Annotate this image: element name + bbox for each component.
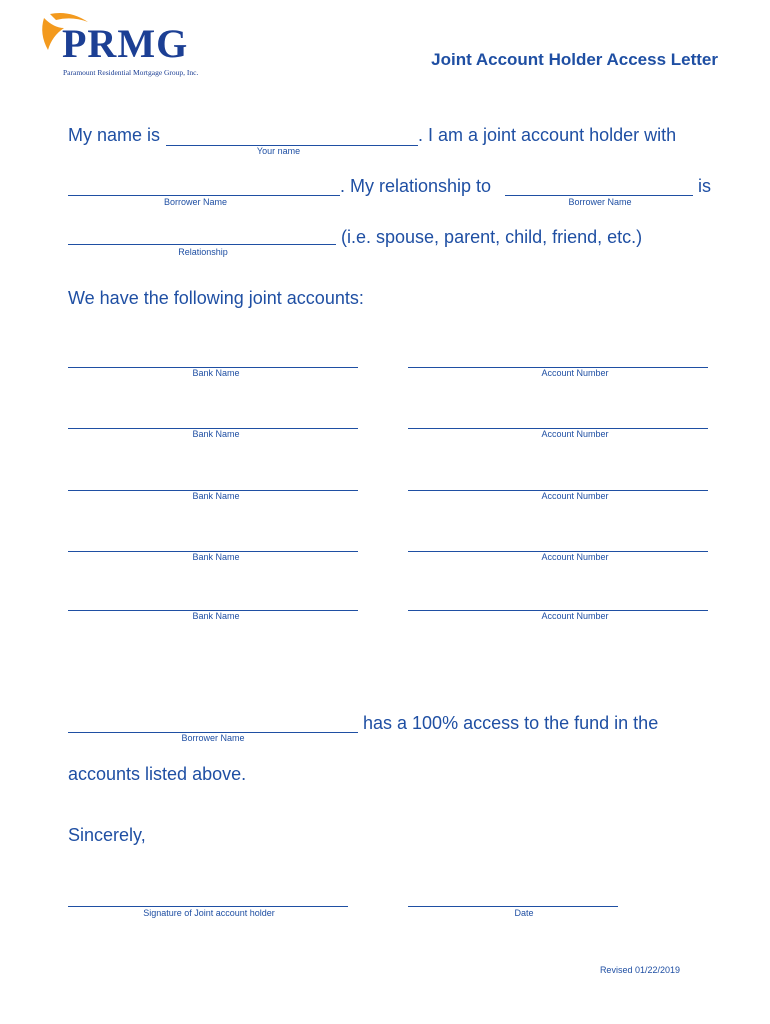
document-title: Joint Account Holder Access Letter	[431, 50, 718, 69]
my-name-is-label: My name is	[68, 125, 161, 145]
date-field[interactable]	[408, 906, 618, 907]
account-number-caption: Account Number	[541, 491, 609, 501]
signature-field[interactable]	[68, 906, 348, 907]
my-relationship-text: . My relationship to	[340, 176, 492, 196]
access-text-2: accounts listed above.	[68, 764, 247, 784]
account-number-caption: Account Number	[541, 552, 609, 562]
logo-subtitle: Paramount Residential Mortgage Group, Inc.	[63, 68, 199, 77]
prmg-logo	[36, 10, 211, 80]
borrower-name-field-1[interactable]	[68, 195, 340, 196]
relationship-examples: (i.e. spouse, parent, child, friend, etc.)	[341, 227, 643, 247]
bank-name-caption: Bank Name	[192, 552, 240, 562]
sincerely-text: Sincerely,	[68, 825, 146, 845]
date-caption: Date	[514, 908, 534, 918]
logo-wordmark: PRMG	[62, 21, 189, 66]
bank-name-caption: Bank Name	[192, 491, 240, 501]
signature-caption: Signature of Joint account holder	[143, 908, 275, 918]
bank-name-caption: Bank Name	[192, 368, 240, 378]
relationship-field[interactable]	[68, 244, 336, 245]
revised-date: Revised 01/22/2019	[599, 965, 680, 975]
bank-name-caption: Bank Name	[192, 429, 240, 439]
is-text: is	[698, 176, 711, 196]
account-number-caption: Account Number	[541, 368, 609, 378]
account-number-caption: Account Number	[541, 611, 609, 621]
access-text-1: has a 100% access to the fund in the	[363, 713, 659, 733]
access-borrower-caption: Borrower Name	[181, 733, 245, 743]
borrower-name-caption-1: Borrower Name	[163, 197, 228, 207]
borrower-name-caption-2: Borrower Name	[568, 197, 632, 207]
relationship-caption: Relationship	[178, 247, 228, 257]
joint-holder-text: . I am a joint account holder with	[418, 125, 677, 145]
borrower-name-field-2[interactable]	[505, 195, 693, 196]
bank-name-caption: Bank Name	[192, 611, 240, 621]
accounts-heading: We have the following joint accounts:	[68, 288, 364, 308]
your-name-caption: Your name	[256, 146, 301, 156]
account-number-caption: Account Number	[541, 429, 609, 439]
